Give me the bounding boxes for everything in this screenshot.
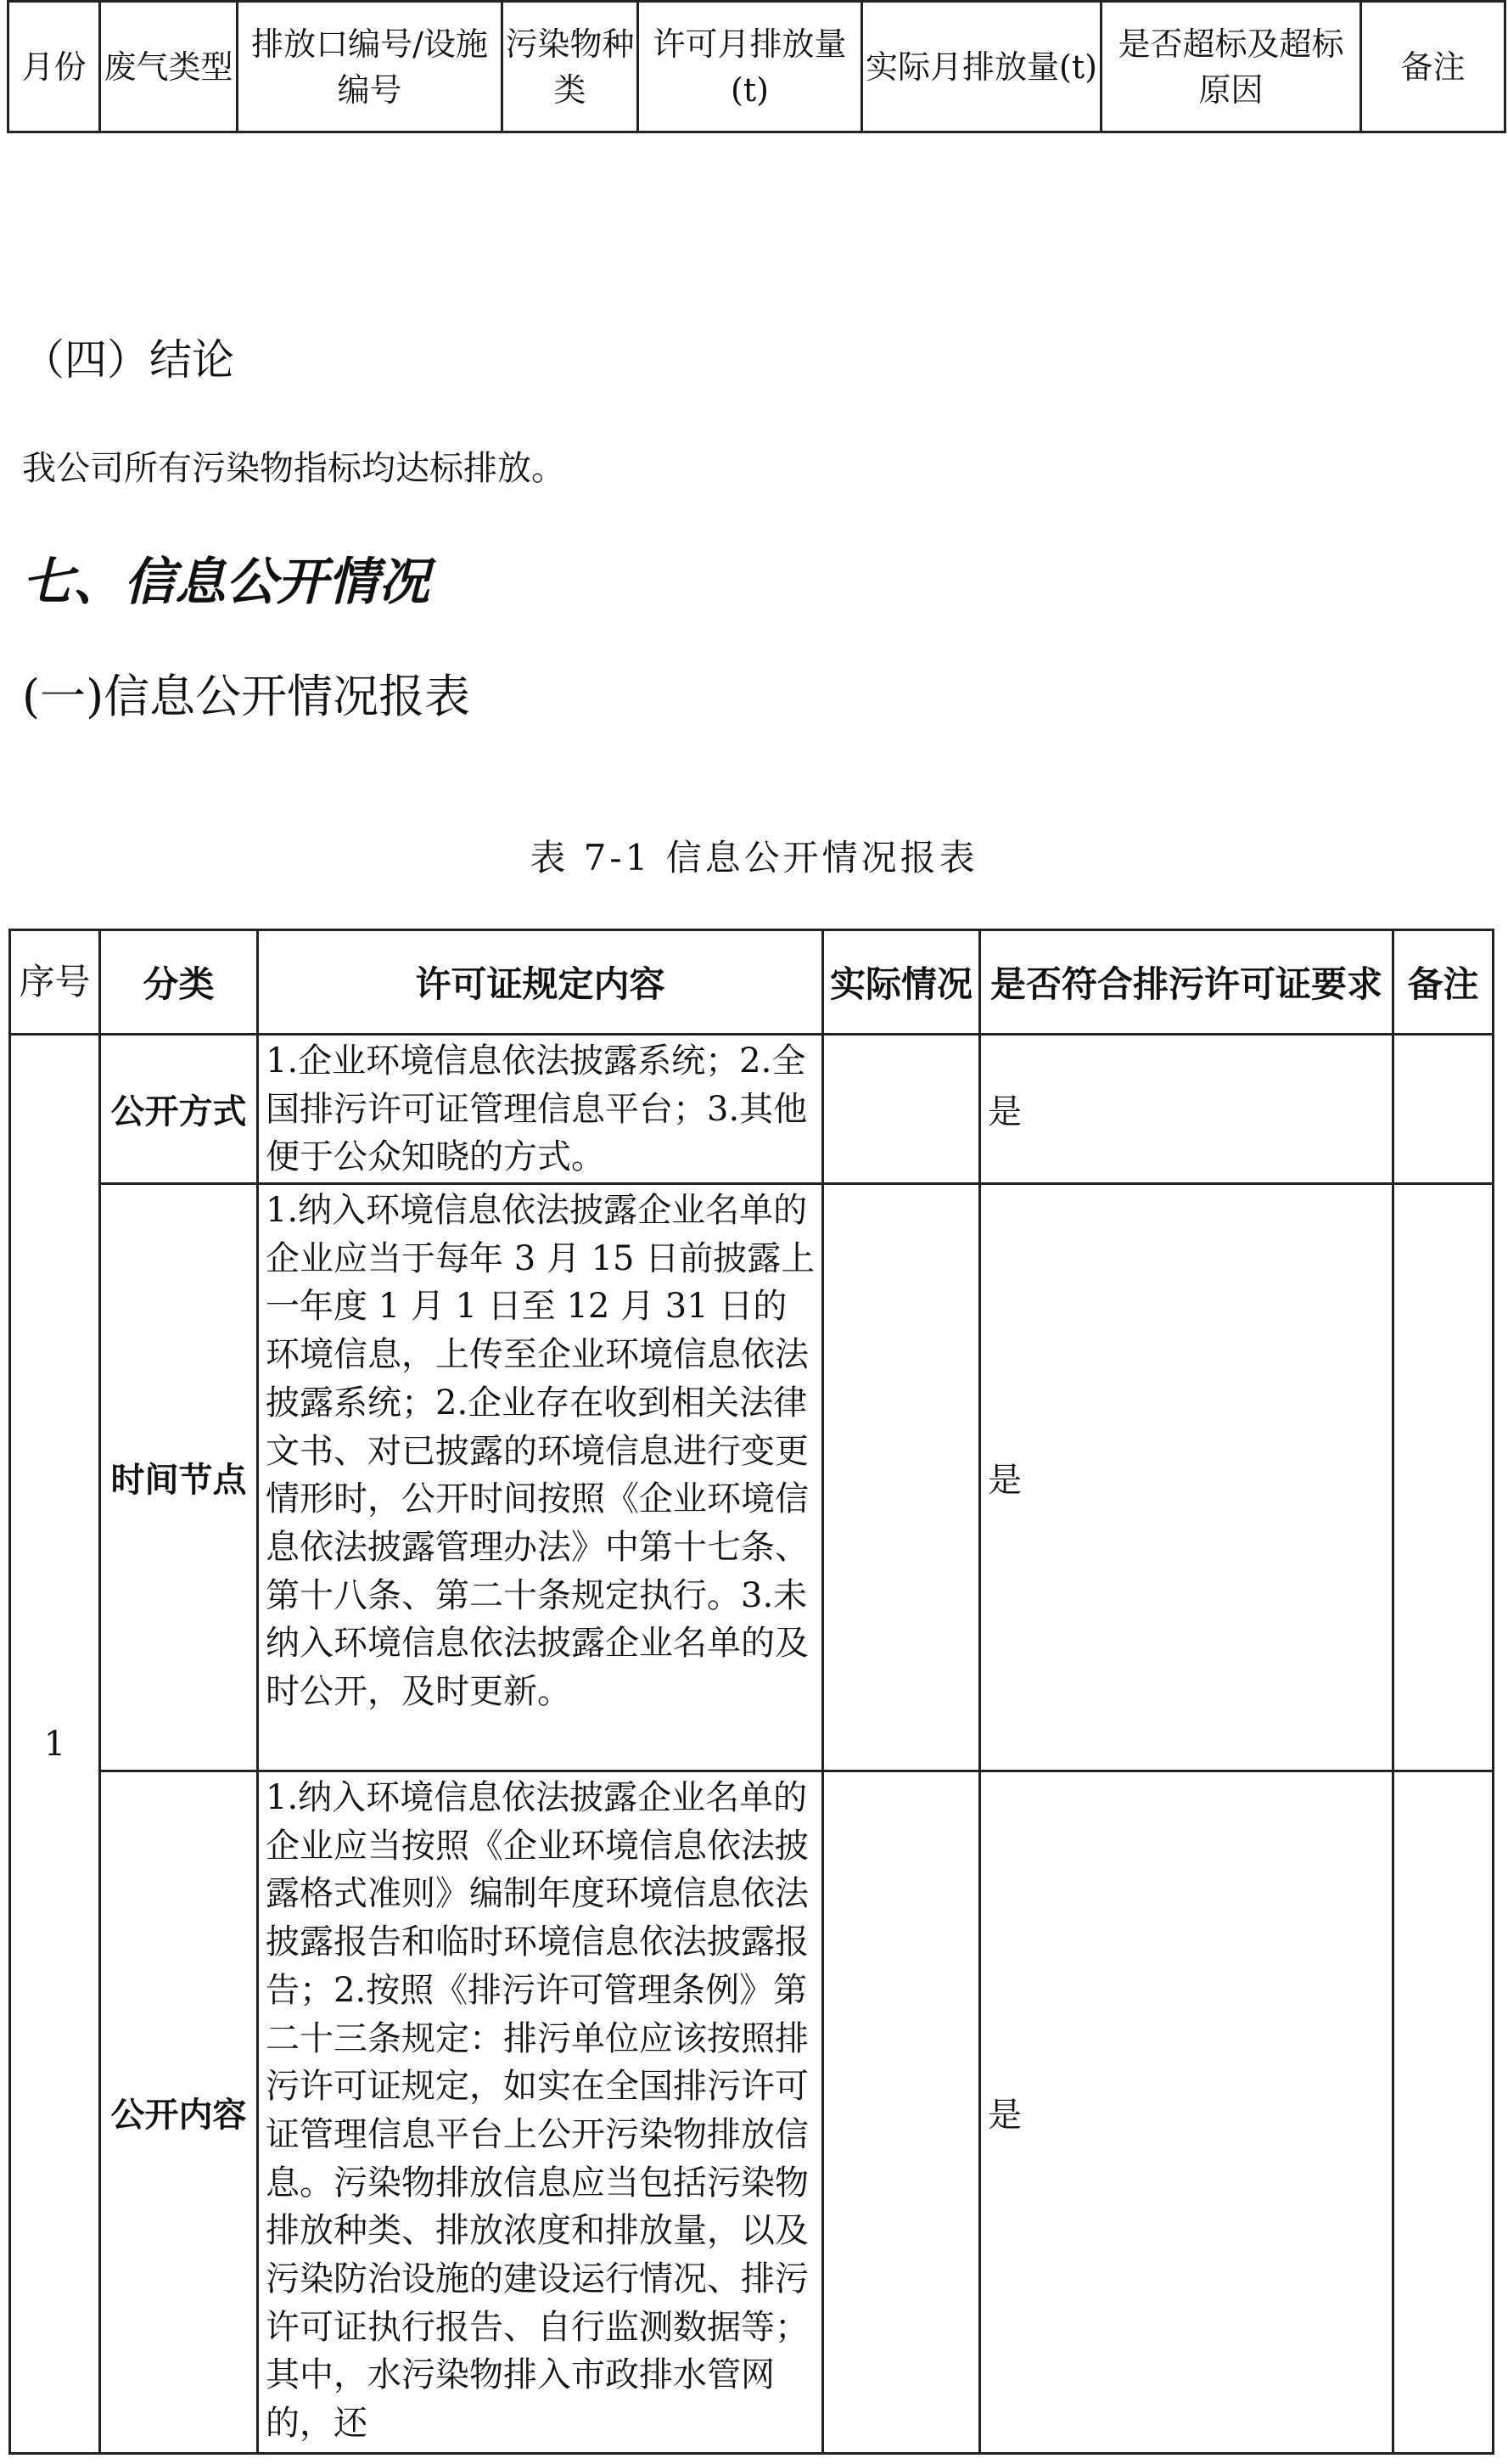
header-compliant: 是否符合排污许可证要求 bbox=[980, 930, 1393, 1035]
section-heading: 七、信息公开情况 bbox=[22, 553, 429, 612]
header-month: 月份 bbox=[8, 2, 100, 132]
header-pollutant-type: 污染物种类 bbox=[502, 2, 638, 132]
header-gas-type: 废气类型 bbox=[100, 2, 238, 132]
header-category: 分类 bbox=[100, 930, 258, 1035]
row-compliant: 是 bbox=[980, 1035, 1393, 1184]
row-remark bbox=[1393, 1035, 1494, 1184]
header-actual: 实际情况 bbox=[823, 930, 980, 1035]
row-category: 公开方式 bbox=[100, 1035, 258, 1184]
row-actual bbox=[823, 1771, 980, 2454]
header-outlet-id: 排放口编号/设施编号 bbox=[238, 2, 502, 132]
table-header-row bbox=[10, 930, 1494, 1035]
header-remark: 备注 bbox=[1361, 2, 1505, 132]
header-actual-monthly: 实际月排放量(t) bbox=[862, 2, 1102, 132]
row-content: 1.纳入环境信息依法披露企业名单的企业应当按照《企业环境信息依法披露格式准则》编制年度环境信息依法披露报告和临时环境信息依法披露报告；2.按照《排污许可管理条例》第二十三条规定：排污单位应该按照排污许可证规定，如实在全国排污许可证管理信息平台上公开污染物排放信息。污染物排放信息应当包括污染物排放种类、排放浓度和排放量，以及污染防治设施的建设运行情况、排污许可证执行报告、自行监测数据等；其中，水污染物排入市政排水管网的，还 bbox=[258, 1771, 823, 2454]
conclusion-heading: （四）结论 bbox=[22, 335, 234, 384]
row-remark bbox=[1393, 1771, 1494, 2454]
header-seq: 序号 bbox=[10, 930, 100, 1035]
row-actual bbox=[823, 1184, 980, 1771]
row-category: 时间节点 bbox=[100, 1184, 258, 1771]
row-seq: 1 bbox=[10, 1035, 100, 2454]
row-category: 公开内容 bbox=[100, 1771, 258, 2454]
table-caption: 表 7-1 信息公开情况报表 bbox=[530, 837, 978, 878]
row-compliant: 是 bbox=[980, 1771, 1393, 2454]
info-disclosure-table bbox=[8, 929, 1494, 2455]
row-remark bbox=[1393, 1184, 1494, 1771]
emission-table-header bbox=[7, 0, 1506, 133]
row-compliant: 是 bbox=[980, 1184, 1393, 1771]
row-content: 1.纳入环境信息依法披露企业名单的企业应当于每年 3 月 15 日前披露上一年度 1 月 1 日至 12 月 31 日的环境信息，上传至企业环境信息依法披露系统；2.企业存在收到相关法律文书、对已披露的环境信息进行变更情形时，公开时间按照《企业环境信息依法披露管理办法》中第十七条、第十八条、第二十条规定执行。3.未纳入环境信息依法披露企业名单的及时公开，及时更新。 bbox=[258, 1184, 823, 1771]
conclusion-text: 我公司所有污染物指标均达标排放。 bbox=[22, 449, 565, 488]
row-actual bbox=[823, 1035, 980, 1184]
header-content: 许可证规定内容 bbox=[258, 930, 823, 1035]
header-remark: 备注 bbox=[1393, 930, 1494, 1035]
table-row bbox=[10, 1771, 1494, 2454]
header-permitted-monthly: 许可月排放量(t) bbox=[638, 2, 862, 132]
section-subheading: (一)信息公开情况报表 bbox=[22, 670, 471, 723]
table-row bbox=[10, 1035, 1494, 1184]
header-exceedance: 是否超标及超标原因 bbox=[1102, 2, 1361, 132]
row-content: 1.企业环境信息依法披露系统；2.全国排污许可证管理信息平台；3.其他便于公众知晓的方式。 bbox=[258, 1035, 823, 1184]
table-row bbox=[10, 1184, 1494, 1771]
